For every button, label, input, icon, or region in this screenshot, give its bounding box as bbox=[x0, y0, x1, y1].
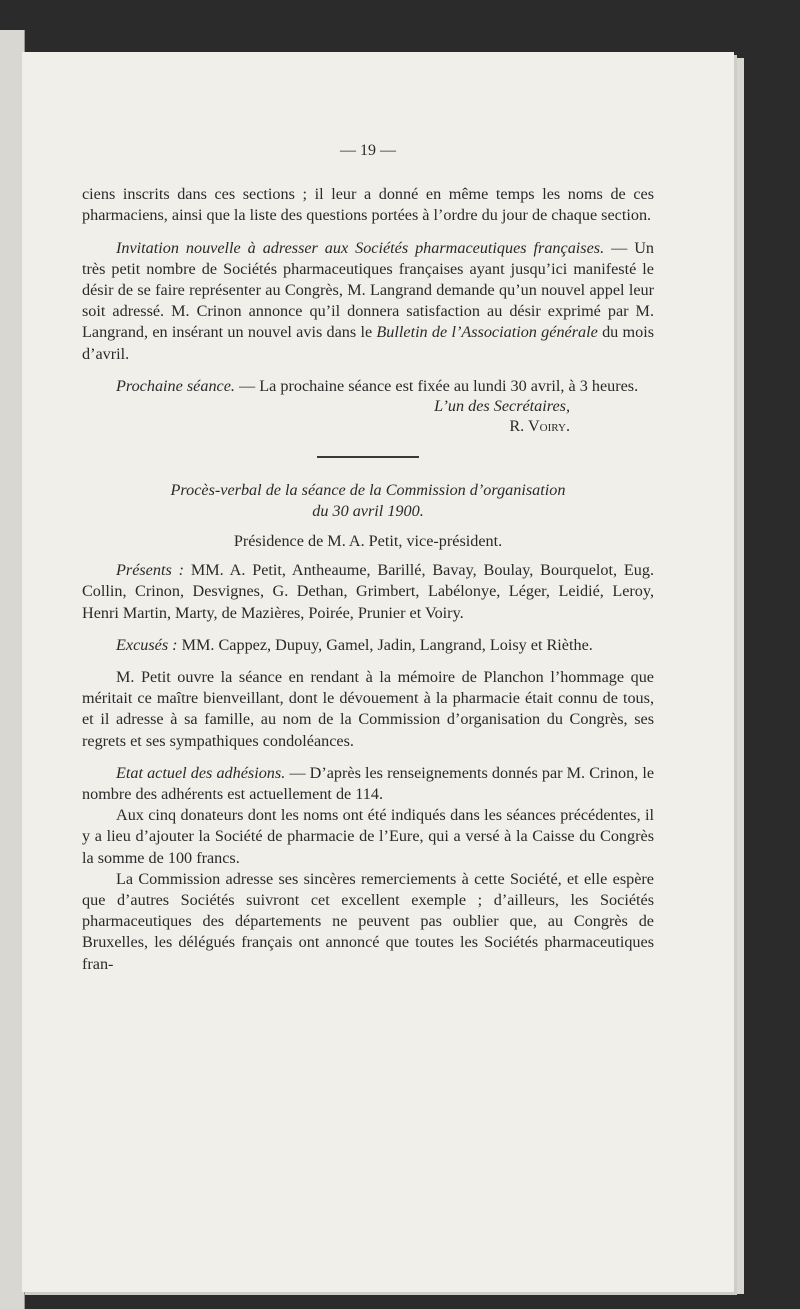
presents-list: MM. A. Petit, Antheaume, Barillé, Bavay, Boulay, Bourquelot, Eug. Collin, Crinon, Desvignes, G. Dethan, Grimbert, Labélonye, Léger, Leidié, Leroy, Henri Martin, Marty, de Mazières, Poirée, Prunier et Voiry. bbox=[82, 561, 654, 622]
page-number: — 19 — bbox=[340, 142, 396, 159]
paragraph-next-session bbox=[82, 376, 654, 397]
paragraph-invitation bbox=[82, 238, 654, 365]
heading-invitation: Invitation nouvelle à adresser aux Sociétés pharmaceutiques françaises. bbox=[116, 238, 605, 257]
paragraph-adhesions bbox=[82, 763, 654, 805]
signature-name: R. Voiry. bbox=[509, 417, 570, 436]
section-title bbox=[82, 480, 654, 522]
signature-role: L’un des Secrétaires, bbox=[434, 397, 570, 416]
excuses-list: MM. Cappez, Dupuy, Gamel, Jadin, Langrand, Loisy et Rièthe. bbox=[177, 635, 593, 654]
presents-label: Présents : bbox=[116, 561, 184, 580]
paragraph-continuation: ciens inscrits dans ces sections ; il leur a donné en même temps les noms de ces pharmaciens, ainsi que la liste des questions portées à l’ordre du jour de chaque section. bbox=[82, 185, 654, 225]
bulletin-title: Bulletin de l’Association générale bbox=[376, 323, 598, 342]
page-stack-edge bbox=[734, 58, 744, 1294]
paragraph-hommage: M. Petit ouvre la séance en rendant à la mémoire de Planchon l’hommage que méritait ce maître bienveillant, dont le dévouement à la pharmacie était connu de tous, et il adresse à sa famille, au nom de la Commission d’organisation du Congrès, ses regrets et ses sympathiques condoléances. bbox=[82, 668, 654, 750]
paragraph-donateurs: Aux cinq donateurs dont les noms ont été indiqués dans les séances précédentes, il y a lieu d’ajouter la Société de pharmacie de l’Eure, qui a versé à la Caisse du Congrès la somme de 100 francs. bbox=[82, 806, 654, 867]
presidence: Présidence de M. A. Petit, vice-président. bbox=[233, 532, 503, 551]
invitation-text: — Un très petit nombre de Sociétés pharmaceutiques françaises ayant jusqu’ici manifesté le désir de se faire représenter au Congrès, M. Langrand demande qu’un nouvel appel leur soit adressé. M. Crinon annonce qu’il donnera satisfaction au désir exprimé par M. Langrand, en insérant un nouvel avis dans le bbox=[82, 238, 654, 342]
paragraph-remerciements: La Commission adresse ses sincères remerciements à cette Société, et elle espère que d’autres Sociétés suivront cet excellent exemple ; d’ailleurs, les Sociétés pharmaceutiques des départements ne peuvent pas oublier que, au Congrès de Bruxelles, les délégués français ont annoncé que toutes les Sociétés pharmaceutiques fran- bbox=[82, 869, 654, 973]
section-divider bbox=[317, 456, 419, 458]
heading-adhesions: Etat actuel des adhésions. bbox=[116, 763, 286, 782]
paragraph-presents bbox=[82, 560, 654, 624]
adhesions-text: — D’après les renseignements donnés par M. Crinon, le nombre des adhérents est actuellement de 114. bbox=[82, 763, 655, 804]
paragraph-excuses bbox=[82, 635, 654, 656]
page-text bbox=[82, 140, 654, 975]
section-title-line-1: Procès-verbal de la séance de la Commission d’organisation bbox=[170, 481, 566, 500]
invitation-end: du mois d’avril. bbox=[82, 323, 654, 363]
excuses-label: Excusés : bbox=[116, 635, 178, 654]
section-title-line-2: du 30 avril 1900. bbox=[312, 502, 424, 521]
next-session-text: — La prochaine séance est fixée au lundi 30 avril, à 3 heures. bbox=[234, 376, 639, 395]
heading-next-session: Prochaine séance. bbox=[116, 376, 235, 395]
